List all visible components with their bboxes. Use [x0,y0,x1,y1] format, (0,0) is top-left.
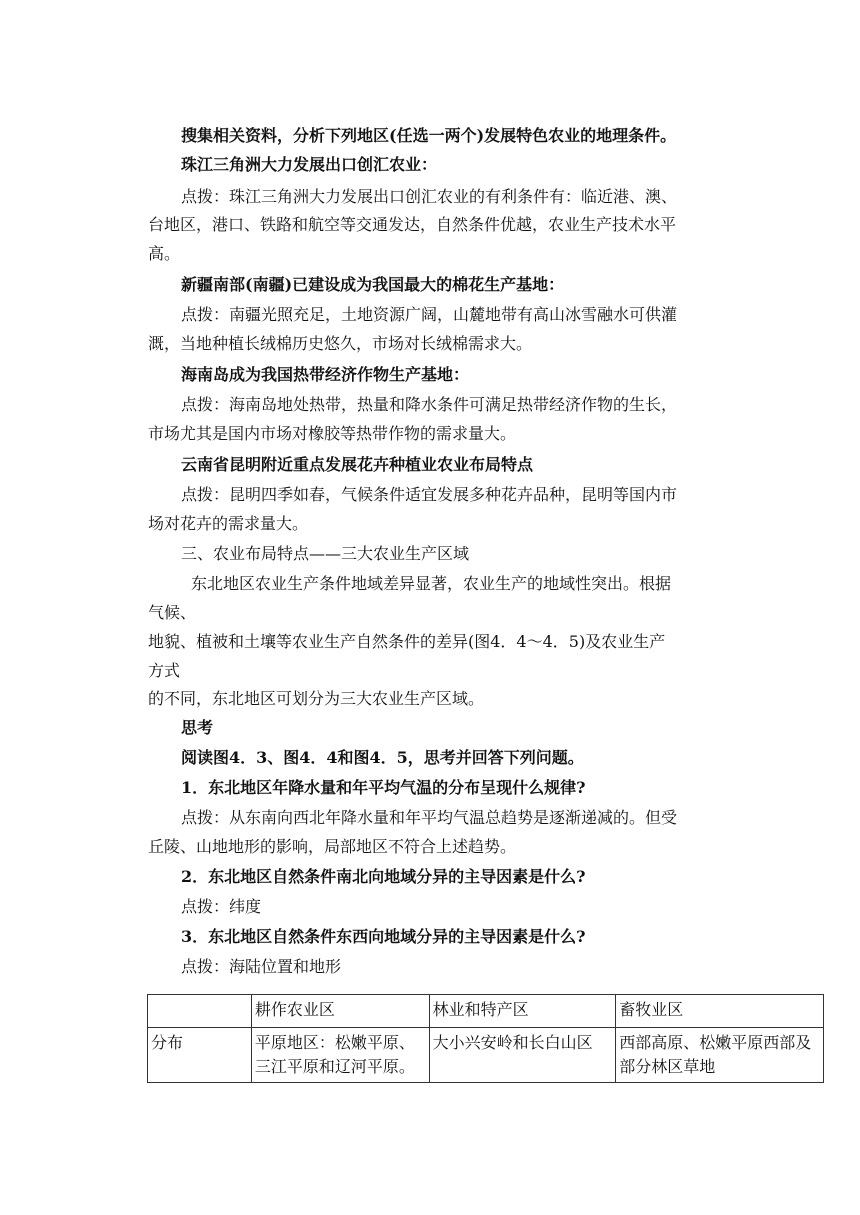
paragraph-line: 的不同，东北地区可划分为三大农业生产区域。 [148,689,485,708]
section-heading-three-regions: 三、农业布局特点——三大农业生产区域 [181,544,470,563]
table-cell: 平原地区：松嫩平原、三江平原和辽河平原。 [251,1028,429,1083]
paragraph-line: 台地区，港口、铁路和航空等交通发达，自然条件优越，农业生产技术水平 [148,215,677,234]
agriculture-region-table [147,994,824,1083]
paragraph-line: 点拨：珠江三角洲大力发展出口创汇农业的有利条件有：临近港、澳、 [181,187,678,206]
paragraph-line: 东北地区农业生产条件地域差异显著，农业生产的地域性突出。根据 [191,574,672,593]
section-heading-pearl-river: 珠江三角洲大力发展出口创汇农业： [181,155,438,174]
paragraph-line: 场对花卉的需求量大。 [148,514,309,533]
answer-2: 点拨：纬度 [181,897,262,916]
paragraph-line: 地貌、植被和土壤等农业生产自然条件的差异(图4．4～4．5)及农业生产 [148,632,666,651]
table-cell: 分布 [148,1028,252,1083]
answer-3: 点拨：海陆位置和地形 [181,957,342,976]
table-header-cell [148,995,252,1028]
table-cell: 大小兴安岭和长白山区 [429,1028,616,1083]
paragraph-line: 点拨：昆明四季如春，气候条件适宜发展多种花卉品种，昆明等国内市 [181,485,678,504]
table-row [148,1028,824,1083]
section-heading-kunming: 云南省昆明附近重点发展花卉种植业农业布局特点 [181,455,534,474]
paragraph-line: 市场尤其是国内市场对橡胶等热带作物的需求量大。 [148,424,517,443]
reading-instruction: 阅读图4．3、图4．4和图4．5，思考并回答下列问题。 [181,748,584,767]
table-header-cell: 林业和特产区 [429,995,616,1028]
answer-1-cont: 丘陵、山地地形的影响，局部地区不符合上述趋势。 [148,837,517,856]
table-header-cell: 耕作农业区 [251,995,429,1028]
task-heading: 搜集相关资料，分析下列地区(任选一两个)发展特色农业的地理条件。 [181,126,677,145]
section-heading-hainan: 海南岛成为我国热带经济作物生产基地： [181,365,470,384]
section-heading-xinjiang: 新疆南部(南疆)已建设成为我国最大的棉花生产基地： [181,275,565,294]
paragraph-line: 高。 [148,244,181,263]
answer-1: 点拨：从东南向西北年降水量和年平均气温总趋势是逐渐递减的。但受 [181,808,678,827]
think-heading: 思考 [181,718,214,737]
paragraph-line: 点拨：南疆光照充足，土地资源广阔，山麓地带有高山冰雪融水可供灌 [181,305,678,324]
table-header-row [148,995,824,1028]
question-2: 2．东北地区自然条件南北向地域分异的主导因素是什么? [181,867,586,886]
paragraph-line: 方式 [148,661,181,680]
question-3: 3．东北地区自然条件东西向地域分异的主导因素是什么? [181,927,586,946]
question-1: 1．东北地区年降水量和年平均气温的分布呈现什么规律? [181,778,586,797]
paragraph-line: 点拨：海南岛地处热带，热量和降水条件可满足热带经济作物的生长， [181,395,678,414]
table-cell: 西部高原、松嫩平原西部及部分林区草地 [616,1028,824,1083]
table-header-cell: 畜牧业区 [616,995,824,1028]
paragraph-line: 溉，当地种植长绒棉历史悠久，市场对长绒棉需求大。 [148,334,533,353]
paragraph-line: 气候、 [148,603,197,622]
